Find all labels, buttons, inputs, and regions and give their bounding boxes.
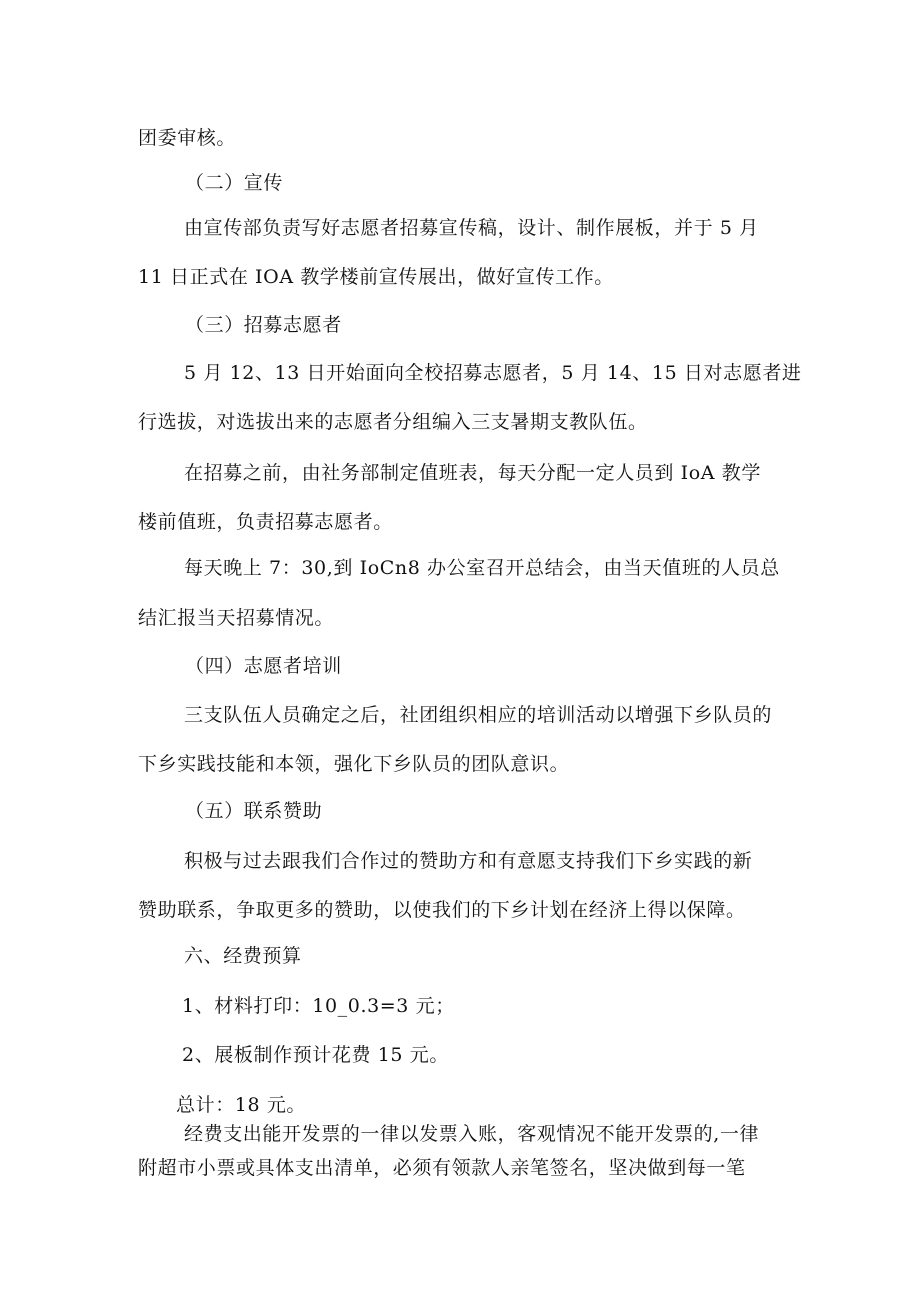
text-line: 1、材料打印：10_0.3=3 元； — [182, 995, 455, 1017]
text-line: 每天晚上 7：30,到 IoCn8 办公室召开总结会，由当天值班的人员总 — [184, 557, 780, 579]
text-line: 在招募之前，由社务部制定值班表，每天分配一定人员到 IoA 教学 — [184, 462, 761, 484]
text-line: 三支队伍人员确定之后，社团组织相应的培训活动以增强下乡队员的 — [184, 704, 773, 726]
section-heading: （三）招募志愿者 — [185, 314, 342, 336]
text-line: 附超市小票或具体支出清单，必须有领款人亲笔签名，坚决做到每一笔 — [138, 1157, 746, 1179]
text-line: 楼前值班，负责招募志愿者。 — [138, 511, 393, 533]
section-heading: （四）志愿者培训 — [185, 655, 342, 677]
section-heading: 六、经费预算 — [184, 945, 302, 967]
text-line: 5 月 12、13 日开始面向全校招募志愿者，5 月 14、15 日对志愿者进 — [184, 362, 802, 384]
text-line: 11 日正式在 IOA 教学楼前宣传展出，做好宣传工作。 — [138, 266, 614, 288]
text-line: 团委审核。 — [138, 127, 237, 149]
text-line: 总计：18 元。 — [176, 1094, 307, 1116]
text-line: 下乡实践技能和本领，强化下乡队员的团队意识。 — [138, 753, 570, 775]
section-heading: （五）联系赞助 — [185, 800, 323, 822]
section-heading: （二）宣传 — [185, 172, 284, 194]
text-line: 2、展板制作预计花费 15 元。 — [182, 1044, 449, 1066]
text-line: 赞助联系，争取更多的赞助，以使我们的下乡计划在经济上得以保障。 — [138, 899, 746, 921]
text-line: 结汇报当天招募情况。 — [138, 607, 335, 629]
text-line: 经费支出能开发票的一律以发票入账，客观情况不能开发票的,一律 — [184, 1123, 760, 1145]
text-line: 由宣传部负责写好志愿者招募宣传稿，设计、制作展板，并于 5 月 — [184, 217, 759, 239]
text-line: 行选拔，对选拔出来的志愿者分组编入三支暑期支教队伍。 — [138, 411, 648, 433]
text-line: 积极与过去跟我们合作过的赞助方和有意愿支持我们下乡实践的新 — [184, 850, 753, 872]
